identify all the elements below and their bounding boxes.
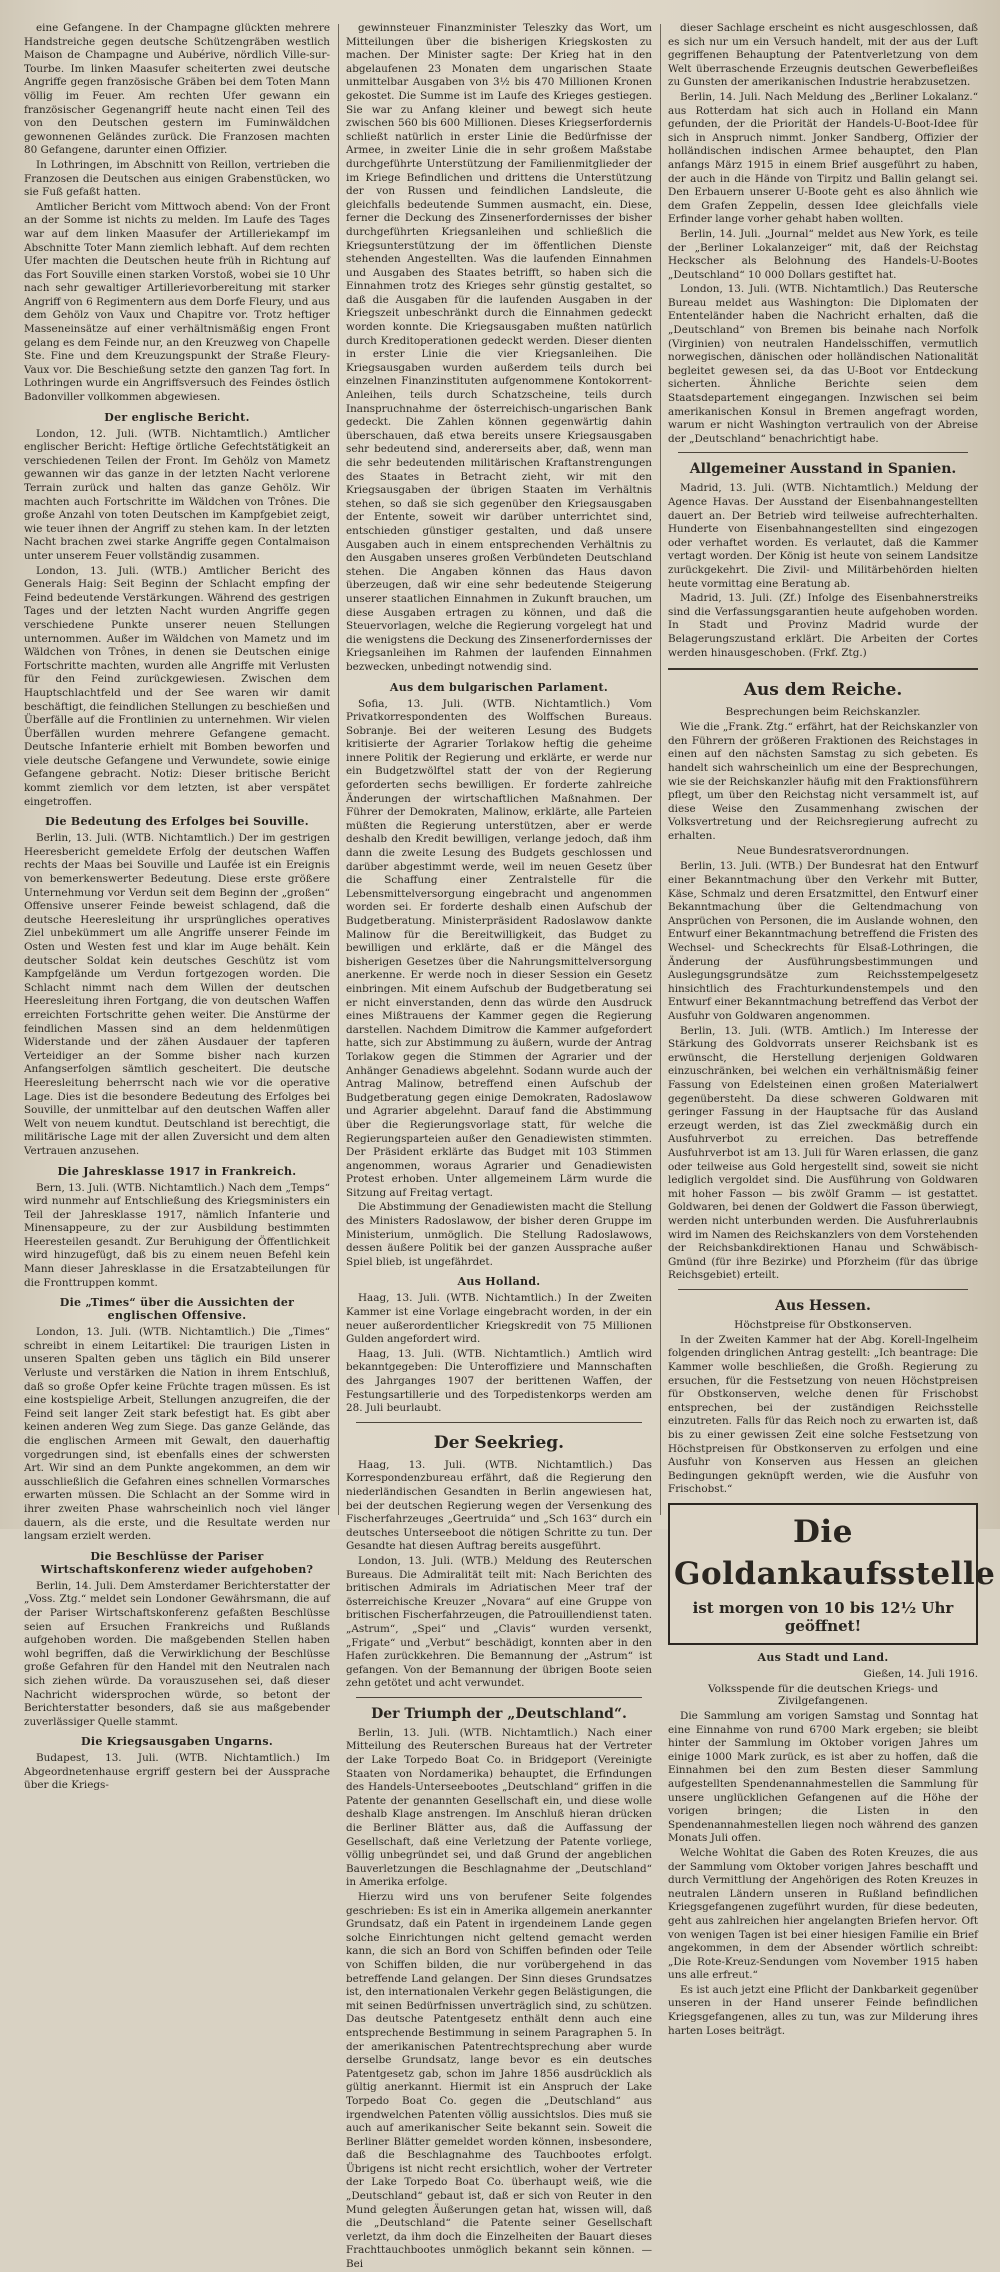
article-paragraph: Amtlicher Bericht vom Mittwoch abend: Von der Front an der Somme ist nichts zu melden. Im Laufe des Tages war auf dem linken Maasufer der Artilleriekampf im Abschnitte Toter Mann ziemlich lebhaft. Auf dem rechten Ufer machten die Deutschen heute früh in Richtung auf das Fort Souville einen starken Vorstoß, wobei sie 10 Uhr nach sehr gewaltiger Artillerievorbereitung mit starker Angriff von 6 Regimentern aus dem Dorfe Fleury, und aus dem Gehölz von Vaux und Chapitre vor. Trotz heftiger Masseneinsätze auf einer verhältnismäßig engen Front gelang es dem Feinde nur, an den Kreuzweg von Chapelle Ste. Fine und dem Kreuzungspunkt der Straße Fleury-Vaux vor. Die Beschießung setzte den ganzen Tag fort. In Lothringen wurde ein Angriffsversuch des Feindes östlich Badonviller vollkommen abgewiesen. bbox=[24, 200, 331, 404]
divider bbox=[356, 1422, 642, 1423]
article-paragraph: Welche Wohltat die Gaben des Roten Kreuzes, die aus der Sammlung vom Oktober vorigen Jahres beschafft und durch Vermittlung der Angehörigen des Roten Kreuzes in neutralen Ländern unseren in Rußland befindlichen Kriegsgefangenen zugeführt wurden, für diese bedeuten, geht aus zahlreichen hier angelangten Briefen hervor. Oft von wenigen Tagen ist bei einer hiesigen Familie ein Brief angekommen, in dem der Absender wörtlich schreibt: „Die Rote-Kreuz-Sendungen vom November 1915 haben uns alle erfreut.“ bbox=[668, 1846, 978, 1982]
article-paragraph: Berlin, 13. Juli. (WTB.) Der Bundesrat hat den Entwurf einer Bekanntmachung über den Verkehr mit Butter, Käse, Schmalz und deren Ersatzmittel, den Entwurf einer Bekanntmachung über die Geltendmachung von Ansprüchen von Personen, die im Auslande wohnen, den Entwurf einer Bekanntmachung betreffend die Fristen des Wechsel- und Scheckrechts für Elsaß-Lothringen, die Änderung der Ausführungsbestimmungen und Auslegungsgrundsätze zum Reichsstempelgesetz hinsichtlich des Frachturkundenstempels und den Entwurf einer Bekanntmachung betreffend das Verbot der Ausfuhr von Goldwaren angenommen. bbox=[668, 860, 978, 1022]
divider bbox=[668, 668, 978, 670]
section-heading: Aus dem Reiche. bbox=[743, 680, 903, 701]
article-heading: Die Bedeutung des Erfolges bei Souville. bbox=[45, 815, 309, 829]
article-paragraph: Berlin, 14. Juli. Nach Meldung des „Berliner Lokalanz.“ aus Rotterdam hat sich auch in Holland ein Mann gefunden, der die Priorität der Handels-U-Boot-Idee für sich in Anspruch nimmt. Jonker Sandberg, Offizier der holländischen indischen Armee behauptet, den Plan anfangs März 1915 in einem Brief ausgeführt zu haben, der auch in die Hände von Tirpitz und Ballin gelangt sei. Den Erbauern unserer U-Boote geht es also ähnlich wie dem Grafen Zeppelin, dessen Idee gleichfalls viele Erfinder lange vorher gehabt haben wollten. bbox=[668, 90, 978, 226]
column-1 bbox=[16, 22, 338, 1792]
article-paragraph: In Lothringen, im Abschnitt von Reillon, vertrieben die Franzosen die Deutschen aus einigen Grabenstücken, wo sie Fuß gefaßt hatten. bbox=[24, 158, 330, 199]
section-heading: Aus Stadt und Land. bbox=[757, 1651, 889, 1664]
article-paragraph: London, 12. Juli. (WTB. Nichtamtlich.) Amtlicher englischer Bericht: Heftige örtliche Gefechtstätigkeit an verschiedenen Teilen der Front. Im Gehölz von Mametz gewannen wir das ganze in der letzten Nacht verlorene Terrain zurück und halten das ganze Gehölz. Wir machten auch Fortschritte im Wäldchen von Trônes. Die große Anzahl von toten Deutschen im Kampfgebiet zeigt, wie teuer ihnen der Angriff zu stehen kam. In der letzten Nacht brachen zwei starke Angriffe gegen Contalmaison unter unserem Feuer vollständig zusammen. bbox=[24, 427, 330, 562]
dateline: Gießen, 14. Juli 1916. bbox=[863, 1668, 978, 1680]
article-paragraph: Es ist auch jetzt eine Pflicht der Dankbarkeit gegenüber unseren in der Hand unserer Feinde befindlichen Kriegsgefangenen, alles zu tun, was zur Milderung ihres harten Loses beiträgt. bbox=[668, 1983, 978, 2037]
article-subheading: Neue Bundesratsverordnungen. bbox=[736, 845, 910, 858]
article-paragraph: Madrid, 13. Juli. (Zf.) Infolge des Eisenbahnerstreiks sind die Verfassungsgarantien heute aufgehoben worden. In Stadt und Provinz Madrid wurde der Belagerungszustand erklärt. Die Arbeiten der Cortes werden hinausgeschoben. (Frkf. Ztg.) bbox=[668, 592, 978, 659]
article-paragraph: London, 13. Juli. (WTB. Nichtamtlich.) Die „Times“ schreibt in einem Leitartikel: Die traurigen Listen in unseren Spalten geben uns täglich ein Bild unserer Verluste und verstärken die Nation in ihrem Entschluß, daß so große Opfer keine Früchte tragen müssen. Es ist eine kostspielige Arbeit, Stellungen anzugreifen, die der Feind seit langer Zeit stark befestigt hat. Es gibt aber keinen anderen Weg zum Siege. Das ganze Gelände, das die englischen Armeen mit Gewalt, den dauerhaftig vorgedrungen sind, ist ebenfalls eines der schwersten Art. Wir sind an dem Punkte angekommen, an dem wir ausschließlich die Gefahren eines schnellen Vormarsches erwarten müssen. Die Schlacht an der Somme wird in ihrer zweiten Phase wahrscheinlich noch viel länger dauern, als die erste, und die Resultate werden nur langsam erzielt werden. bbox=[24, 1326, 330, 1543]
article-subheading: Volksspende für die deutschen Kriegs- und Zivilgefangenen. bbox=[707, 1683, 939, 1707]
article-paragraph: In der Zweiten Kammer hat der Abg. Korell-Ingelheim folgenden dringlichen Antrag gestellt: „Ich beantrage: Die Kammer wolle beschließen, die Großh. Regierung zu ersuchen, für die Festsetzung von neuen Höchstpreisen für Obstkonserven, welche denen für Frischobst entsprechen, bei der zuständigen Reichsstelle einzutreten. Falls für das Reich noch zu erwarten ist, daß bis zu einer gewissen Zeit eine solche Festsetzung von Höchstpreisen für Obstkonserven zu erfolgen und eine Ausfuhr von Konserven aus Hessen an gleichen Bedingungen geknüpft werden, wie die Ausfuhr von Frischobst.“ bbox=[668, 1333, 978, 1496]
article-heading: Die „Times“ über die Aussichten der englischen Offensive. bbox=[59, 1296, 295, 1323]
section-heading: Der Seekrieg. bbox=[433, 1432, 565, 1453]
article-paragraph: London, 13. Juli. (WTB. Nichtamtlich.) Das Reutersche Bureau meldet aus Washington: Die Diplomaten der Ententeländer haben die Nachricht erhalten, daß die „Deutschland“ von Bremen bis beinahe nach Norfolk (Virginien) von neutralen Handelsschiffen, vermutlich norwegischen, dänischen oder holländischen Nationalität begleitet gewesen sei, da das U-Boot vor Entdeckung sicherten. Ähnliche Berichte seien dem Staatsdepartement eingegangen. Inzwischen sei beim amerikanischen Konsul in Bremen angefragt worden, warum er nicht Washington vertraulich von der Abreise der „Deutschland“ benachrichtigt habe. bbox=[668, 283, 978, 445]
article-paragraph: Die Abstimmung der Genadiewisten macht die Stellung des Ministers Radoslawow, der bisher deren Gruppe im Ministerium, unmöglich. Die Stellung Radoslawows, dessen äußere Politik bei der ganzen Aussprache außer Spiel blieb, ist ungefährdet. bbox=[346, 1201, 652, 1268]
divider bbox=[678, 452, 968, 453]
article-heading: Allgemeiner Ausstand in Spanien. bbox=[689, 461, 957, 478]
advertisement-title: Die Goldankaufsstelle bbox=[674, 1514, 996, 1592]
article-paragraph: Berlin, 13. Juli. (WTB. Nichtamtlich.) Der im gestrigen Heeresbericht gemeldete Erfolg der deutschen Waffen rechts der Maas bei Souville und Laufée ist ein Ereignis von bemerkenswerter Bedeutung. Diese erste größere Unternehmung vor Verdun seit dem Beginn der „großen“ Offensive unserer Feinde beweist schlagend, daß die deutsche Heeresleitung ihr ursprüngliches operatives Ziel unbekümmert um alle Angriffe unserer Feinde im Osten und Westen fest und klar im Auge behält. Kein deutscher Soldat kein deutsches Geschütz ist vom Kampfgelände um Verdun fortgezogen worden. Die Schlacht nimmt nach dem Willen der deutschen Heeresleitung ihren Fortgang, die von deutschen Waffen erreichten Fortschritte gehen weiter. Die Anstürme der feindlichen Massen sind an dem heldenmütigen Widerstande und der zähen Ausdauer der tapferen Verteidiger an der Somme bisher nach kurzen Anfangserfolgen sämtlich gescheitert. Die deutsche Heeresleitung beherrscht nach wie vor die operative Lage. Dies ist die besondere Bedeutung des Erfolges bei Souville, der unmittelbar auf den deutschen Waffen aller Welt von neuem kundtut. Deutschland ist berechtigt, die militärische Lage mit der allen Zuversicht und dem alten Vertrauen anzusehen. bbox=[24, 832, 330, 1157]
article-heading: Der Triumph der „Deutschland“. bbox=[371, 1705, 627, 1722]
article-paragraph: Berlin, 14. Juli. „Journal“ meldet aus New York, es teile der „Berliner Lokalanzeiger“ mit, daß der Reichstag Heckscher als Belohnung des Handels-U-Bootes „Deutschland“ 10 000 Dollars gestiftet hat. bbox=[668, 227, 978, 281]
article-heading: Aus Holland. bbox=[457, 1275, 541, 1289]
article-paragraph: Madrid, 13. Juli. (WTB. Nichtamtlich.) Meldung der Agence Havas. Der Ausstand der Eisenbahnangestellten dauert an. Der Betrieb wird teilweise aufrechterhalten. Hunderte von Eisenbahnangestellten sind eingezogen oder verhaftet worden. Es verlautet, daß die Kammer vertagt worden. Der König ist heute von seinem Landsitze zurückgekehrt. Die Zivil- und Militärbehörden hielten heute vormittag eine Beratung ab. bbox=[668, 482, 978, 590]
article-paragraph: dieser Sachlage erscheint es nicht ausgeschlossen, daß es sich nur um ein Versuch handelt, mit der aus der Luft gegriffenen Behauptung der Patentverletzung von dem Welt überraschende Erzeugnis deutschen Gewerbefleißes zu Gunsten der amerikanischen Industrie herabzusetzen. bbox=[668, 22, 978, 89]
article-paragraph: gewinnsteuer Finanzminister Teleszky das Wort, um Mitteilungen über die bisherigen Kriegskosten zu machen. Der Minister sagte: Der Krieg hat in den abgelaufenen 23 Monaten dem ungarischen Staate unmittelbar Ausgaben von 3½ bis 470 Millionen Kronen gekostet. Die Summe ist im Laufe des Krieges gestiegen. Sie war zu Anfang kleiner und bewegt sich heute zwischen 560 bis 600 Millionen. Dieses Kriegserfordernis schließt natürlich in erster Linie die Bedürfnisse der Armee, in zweiter Linie die in sehr großem Maßstabe durchgeführte Unterstützung der Familienmitglieder der im Kriege Befindlichen und drittens die Unterstützung der von Russen und feindlichen Landsleute, die gleichfalls bedeutende Summen ausmacht, ein. Diese, ferner die Deckung des Zinsenerfordernisses der bisher durchgeführten Kriegsanleihen und schließlich die Kriegsunterstützung der im öffentlichen Dienste stehenden Angestellten. Was die laufenden Einnahmen und Ausgaben des Staates betrifft, so haben sich die Einnahmen trotz des Krieges sehr günstig gestaltet, so daß die Ausgaben für die laufenden Ausgaben in der Kriegszeit unbeschränkt durch die Einnahmen gedeckt worden konnte. Die Kriegsausgaben mußten natürlich durch Kreditoperationen gedeckt werden. Dieser dienten in erster Linie die vier Kriegsanleihen. Die Kriegsausgaben wurden außerdem teils durch bei einzelnen Finanzinstituten aufgenommene Kontokorrent-Anleihen, teils durch Schatzscheine, teils durch Inanspruchnahme der österreichisch-ungarischen Bank gedeckt. Die Zahlen können gegenwärtig dahin überschauen, daß etwa bereits unsere Kriegsausgaben sehr bedeutend sind, andererseits aber, daß, wenn man die sehr bedeutenden militärischen Kraftanstrengungen des Staates in Betracht zieht, wir mit den Kriegsausgaben der übrigen Staaten im Verhältnis stehen, so daß sie sich gegenüber den Kriegsausgaben der Entente, soweit wir darüber unterrichtet sind, entschieden günstiger gestalten, und daß unsere Ausgaben auch in einem entsprechenden Verhältnis zu den Ausgaben unseres großen Verbündeten Deutschland stehen. Die Angaben können das Haus davon überzeugen, daß wir eine sehr bedeutende Steigerung unserer staatlichen Einnahmen in Zukunft brauchen, um diese Ausgaben ertragen zu können, und daß die Steuervorlagen, welche die Regierung vorgelegt hat und die wenigstens die Deckung des Zinsenerfordernisses der Kriegsanleihen im Rahmen der laufenden Einnahmen bezwecken, unbedingt notwendig sind. bbox=[346, 22, 652, 673]
article-heading: Die Jahresklasse 1917 in Frankreich. bbox=[57, 1164, 297, 1178]
divider bbox=[678, 1289, 968, 1290]
section-heading: Aus Hessen. bbox=[775, 1297, 871, 1314]
article-paragraph: Die Sammlung am vorigen Samstag und Sonntag hat eine Einnahme von rund 6700 Mark ergeben; sie bleibt hinter der Sammlung im Oktober vorigen Jahres um einige 1000 Mark zurück, es ist aber zu hoffen, daß die Einnahmen bei den zum Besten dieser Sammlung aufgestellten Spendenannahmestellen die Sammlung für unsere unglücklichen Gefangenen auf die Höhe der vorigen bringen; die Listen in den Spendenannahmestellen liegen noch während des ganzen Monats Juli offen. bbox=[668, 1710, 978, 1845]
article-paragraph: Budapest, 13. Juli. (WTB. Nichtamtlich.) Im Abgeordnetenhause ergriff gestern bei der Aussprache über die Kriegs- bbox=[24, 1752, 330, 1792]
article-paragraph: Berlin, 13. Juli. (WTB. Amtlich.) Im Interesse der Stärkung des Goldvorrats unserer Reichsbank ist es erwünscht, die Herstellung derjenigen Goldwaren einzuschränken, bei welchen ein verhältnismäßig feiner Fassung von Edelsteinen einen großen Materialwert gegenübersteht. Da diese schweren Goldwaren mit geringer Fassung in der Hauptsache für das Ausland erzeugt werden, ist das Ziel zweckmäßig durch ein Ausfuhrverbot zu erreichen. Das betreffende Ausfuhrverbot ist am 13. Juli für Waren erlassen, die ganz oder teilweise aus Gold hergestellt sind, soweit sie nicht lediglich vergoldet sind. Die Ausführung von Goldwaren mit hoher Fasson — bis zwölf Gramm — ist gestattet. Goldwaren, bei denen der Goldwert die Fasson überwiegt, werden nicht unterbunden werden. Die Ausfuhrerlaubnis wird im Namen des Reichskanzlers von dem Vorstehenden der Reichsbankdirektionen Hanau und Schwäbisch-Gmünd (für ihre Bezirke) und Pforzheim (für das übrige Reichsgebiet) erteilt. bbox=[668, 1024, 978, 1282]
article-paragraph: London, 13. Juli. (WTB.) Meldung des Reuterschen Bureaus. Die Admiralität teilt mit: Nach Berichten des britischen Admirals im Adriatischen Meer traf der österreichische Kreuzer „Novara“ auf eine Gruppe von britischen Fischerfahrzeugen, die Patrouillendienst taten. „Astrum“, „Spei“ und „Clavis“ wurden versenkt, „Frigate“ und „Verbut“ beschädigt, konnten aber in den Hafen zurückkehren. Die Bemannung der „Astrum“ ist gefangen. Von der Bemannung der übrigen Boote seien zehn getötet und acht verwundet. bbox=[346, 1554, 652, 1690]
advertisement-line: ist morgen von 10 bis 12½ Uhr geöffnet! bbox=[692, 1599, 954, 1635]
article-paragraph: Sofia, 13. Juli. (WTB. Nichtamtlich.) Vom Privatkorrespondenten des Wolffschen Bureaus. Sobranje. Bei der weiteren Lesung des Budgets kritisierte der Agrarier Torlakow heftig die geheime innere Politik der Regierung und erklärte, er werde nur ein Budgetzwölftel statt der von der Regierung geforderten sechs bewilligen. Er forderte zahlreiche Änderungen der wirtschaftlichen Maßnahmen. Der Führer der Demokraten, Malinow, erklärte, alle Parteien müßten die Regierung unterstützen, aber er werde deshalb den Kredit bewilligen, verlange jedoch, daß ihm dann die zweite Lesung des Budgets geschlossen und darüber abgestimmt werde, weil im neuen Gesetz über die Schaffung einer Zentralstelle für die Lebensmittelversorgung eingebracht und angenommen worden sei. Er forderte deshalb einen Aufschub der Budgetberatung. Ministerpräsident Radoslawow dankte Malinow für die Bereitwilligkeit, das Budget zu bewilligen und erklärte, daß er die Mängel des bisherigen Gesetzes über die Nahrungsmittelversorgung anerkenne. Er werde noch in dieser Session ein Gesetz einbringen. Mit einem Aufschub der Budgetberatung sei er nicht einverstanden, denn das würde den Ausdruck eines Mißtrauens der Kammer gegen die Regierung darstellen. Nachdem Dimitrow die Kammer aufgefordert hatte, sich zur Abstimmung zu äußern, wurde der Antrag Torlakow gegen die Stimmen der Agrarier und der Anhänger Genadiews abgelehnt. Sodann wurde auch der Antrag Malinow, betreffend einen Aufschub der Budgetberatung gegen einige Demokraten, Radoslawow und Agrarier abgelehnt. Darauf fand die Abstimmung über die Regierungsvorlage statt, für welche die Regierungsparteien außer den Genadiewisten stimmten. Der Präsident erklärte das Budget mit 103 Stimmen angenommen, woraus Agrarier und Genadiewisten Protest erhoben. Unter allgemeinem Lärm wurde die Sitzung auf Freitag vertagt. bbox=[346, 697, 652, 1199]
column-3 bbox=[660, 22, 996, 2037]
article-heading: Der englische Bericht. bbox=[104, 410, 250, 424]
article-heading: Die Beschlüsse der Pariser Wirtschaftskonferenz wieder aufgehoben? bbox=[40, 1549, 314, 1576]
article-heading: Die Kriegsausgaben Ungarns. bbox=[81, 1735, 273, 1749]
article-subheading: Höchstpreise für Obstkonserven. bbox=[734, 1318, 912, 1331]
article-paragraph: London, 13. Juli. (WTB.) Amtlicher Bericht des Generals Haig: Seit Beginn der Schlacht empfing der Feind bedeutende Verstärkungen. Während des gestrigen Tages und der letzten Nacht wurden Angriffe gegen verschiedene Punkte unserer neuen Stellungen unternommen. Außer im Wäldchen von Mametz und im Wäldchen von Trônes, in denen sie Deutschen einige Fortschritte machten, wurden alle Angriffe mit Verlusten für den Feind zurückgewiesen. Zwischen dem Hauptschlachtfeld und der See waren wir damit beschäftigt, die feindlichen Stellungen zu beschießen und Überfälle auf die Frontlinien zu unternehmen. Wir vielen Überfällen wurden mehrere Gefangene gemacht. Deutsche Infanterie erhielt mit Bomben beworfen und viele deutsche Gefangene und Verwundete, sowie einige Gefangene gebracht. Notiz: Dieser britische Bericht kommt ziemlich vor dem letzten, ist aber verspätet eingetroffen. bbox=[24, 564, 330, 808]
article-paragraph: Wie die „Frank. Ztg.“ erfährt, hat der Reichskanzler von den Führern der größeren Fraktionen des Reichstages in einen auf den nächsten Samstag zu sich gebeten. Es handelt sich wahrscheinlich um eine der Besprechungen, wie sie der Reichskanzler häufig mit den Fraktionsführern pflegt, um über den Reichstag nicht versammelt ist, auf diese Weise den Zusammenhang zwischen der Volksvertretung und der Reichsregierung aufrecht zu erhalten. bbox=[668, 721, 978, 842]
column-2 bbox=[338, 22, 660, 2271]
article-paragraph: Haag, 13. Juli. (WTB. Nichtamtlich.) Amtlich wird bekanntgegeben: Die Unteroffiziere und Mannschaften des Jahrganges 1907 der berittenen Waffen, der Festungsartillerie und des Torpedistenkorps werden am 28. Juli beurlaubt. bbox=[346, 1347, 652, 1415]
article-heading: Aus dem bulgarischen Parlament. bbox=[389, 680, 609, 694]
article-paragraph: Berlin, 13. Juli. (WTB. Nichtamtlich.) Nach einer Mitteilung des Reuterschen Bureaus hat der Vertreter der Lake Torpedo Boat Co. in Bridgeport (Vereinigte Staaten von Nordamerika) behauptet, die Erfindungen des Handels-Unterseebootes „Deutschland“ griffen in die Patente der genannten Gesellschaft ein, und diese wolle deshalb Klage anstrengen. Im Anschluß hieran drücken die Berliner Blätter aus, daß die Auffassung der Gesellschaft, daß eine Verletzung der Patente vorliege, völlig unbegründet sei, und daß Grund der angeblichen Bauverletzungen die Beschlagnahme der „Deutschland“ in Amerika erfolge. bbox=[346, 1726, 652, 1889]
article-paragraph: Bern, 13. Juli. (WTB. Nichtamtlich.) Nach dem „Temps“ wird nunmehr auf Entschließung des Kriegsministers ein Teil der Jahresklasse 1917, nämlich Infanterie und Minensappeure, zu der zur Ausbildung bestimmten Heeresteilen gesandt. Zur Beruhigung der Öffentlichkeit wird hinzugefügt, daß bis zu einem neuen Befehl kein Mann dieser Jahresklasse in die Ersatzabteilungen für die Fronttruppen kommt. bbox=[24, 1181, 330, 1289]
article-paragraph: eine Gefangene. In der Champagne glückten mehrere Handstreiche gegen deutsche Schützengräben westlich Maison de Champagne und Aubérive, nördlich Ville-sur-Tourbe. Im linken Maasufer scheiterten zwei deutsche Angriffe gegen französische Gräben bei dem Toten Mann völlig im Feuer. Am rechten Ufer gewann ein französischer Gegenangriff heute nacht einen Teil des von den Deutschen gestern im Fuminwäldchen gewonnenen Geländes zurück. Die Franzosen machten 80 Gefangene, darunter einen Offizier. bbox=[24, 22, 330, 157]
article-paragraph: Berlin, 14. Juli. Dem Amsterdamer Berichterstatter der „Voss. Ztg.“ meldet sein Londoner Gewährsmann, die auf der Pariser Wirtschaftskonferenz gefaßten Beschlüsse seien auf Ersuchen Frankreichs und Rußlands aufgehoben worden. Die maßgebenden Stellen haben wohl begriffen, daß die Verwirklichung der Beschlüsse große Gefahren für den Handel mit den Neutralen nach sich ziehen würde. Da vorauszusehen sei, daß dieser Nachricht widersprochen würde, so betont der Berichterstatter besonders, daß sie aus maßgebender zuverlässiger Quelle stammt. bbox=[24, 1579, 330, 1728]
article-paragraph: Haag, 13. Juli. (WTB. Nichtamtlich.) Das Korrespondenzbureau erfährt, daß die Regierung den niederländischen Gesandten in Berlin angewiesen hat, bei der deutschen Regierung wegen der Versenkung des Fischerfahrzeuges „Geertruida“ und „Sch 163“ durch ein deutsches Unterseeboot die nötigen Schritte zu tun. Der Gesandte hat diesen Auftrag bereits ausgeführt. bbox=[346, 1458, 652, 1553]
divider bbox=[356, 1697, 642, 1698]
article-paragraph: Haag, 13. Juli. (WTB. Nichtamtlich.) In der Zweiten Kammer ist eine Vorlage eingebracht worden, in der ein neuer außerordentlicher Kriegskredit von 75 Millionen Gulden angefordert wird. bbox=[346, 1292, 652, 1346]
article-subheading: Besprechungen beim Reichskanzler. bbox=[725, 706, 921, 719]
article-paragraph: Hierzu wird uns von berufener Seite folgendes geschrieben: Es ist ein in Amerika allgemein anerkannter Grundsatz, daß ein Patent in irgendeinem Lande gegen solche Einrichtungen nicht geltend gemacht werden kann, die sich an Bord von Schiffen befinden oder Teile von Schiffen bilden, die nur vorübergehend in das betreffende Land gelangen. Der Sinn dieses Grundsatzes ist, den internationalen Verkehr gegen Belästigungen, die mit seinen Bedürfnissen unverträglich sind, zu schützen. Das deutsche Patentgesetz enthält denn auch eine entsprechende Bestimmung in seinem Paragraphen 5. In der amerikanischen Patentrechtsprechung aber wurde derselbe Grundsatz, lange bevor es ein deutsches Patentgesetz gab, schon im Jahre 1856 ausdrücklich als gültig anerkannt. Hiermit ist ein Anspruch der Lake Torpedo Boat Co. gegen die „Deutschland“ aus irgendwelchen Patenten völlig aussichtslos. Dies muß sie auch auf amerikanischer Seite bekannt sein. Soweit die Berliner Blätter gemeldet worden können, insbesondere, daß die Beschlagnahme des Tauchbootes erfolgt. Übrigens ist nicht recht ersichtlich, woher der Vertreter der Lake Torpedo Boat Co. überhaupt weiß, wie die „Deutschland“ gebaut ist, daß er sich von Reuter in den Mund gelegten Äußerungen getan hat, wissen will, daß die „Deutschland“ die Patente seiner Gesellschaft verletzt, da ihm doch die Einzelheiten der Bauart dieses Frachttauchbootes unmöglich bekannt sein können. — Bei bbox=[346, 1891, 652, 2271]
advertisement-box bbox=[668, 1503, 996, 1645]
